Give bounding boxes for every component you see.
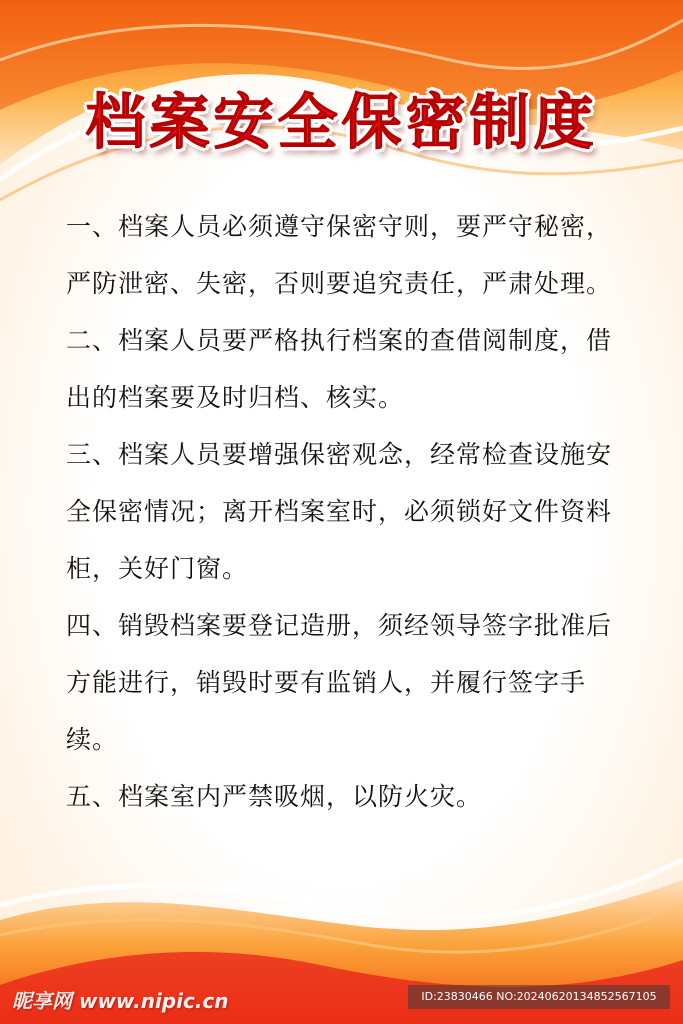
regulation-body bbox=[66, 198, 626, 825]
clause-4: 四、销毁档案要登记造册，须经领导签字批准后方能进行，销毁时要有监销人，并履行签字手续。 bbox=[66, 611, 613, 754]
watermark-id: ID:23830466 NO:20240620134852567105 bbox=[408, 985, 670, 1009]
clause-2: 二、档案人员要严格执行档案的查借阅制度，借出的档案要及时归档、核实。 bbox=[66, 326, 613, 412]
clause-3: 三、档案人员要增强保密观念，经常检查设施安全保密情况；离开档案室时，必须锁好文件资料柜，关好门窗。 bbox=[66, 440, 613, 583]
watermark-logo: 昵享网 www.nipic.cn bbox=[12, 989, 229, 1013]
clause-1: 一、档案人员必须遵守保密守则，要严守秘密，严防泄密、失密，否则要追究责任，严肃处理。 bbox=[66, 212, 613, 298]
clause-5: 五、档案室内严禁吸烟，以防火灾。 bbox=[66, 782, 483, 811]
page-title: 档案安全保密制度 bbox=[85, 88, 598, 158]
